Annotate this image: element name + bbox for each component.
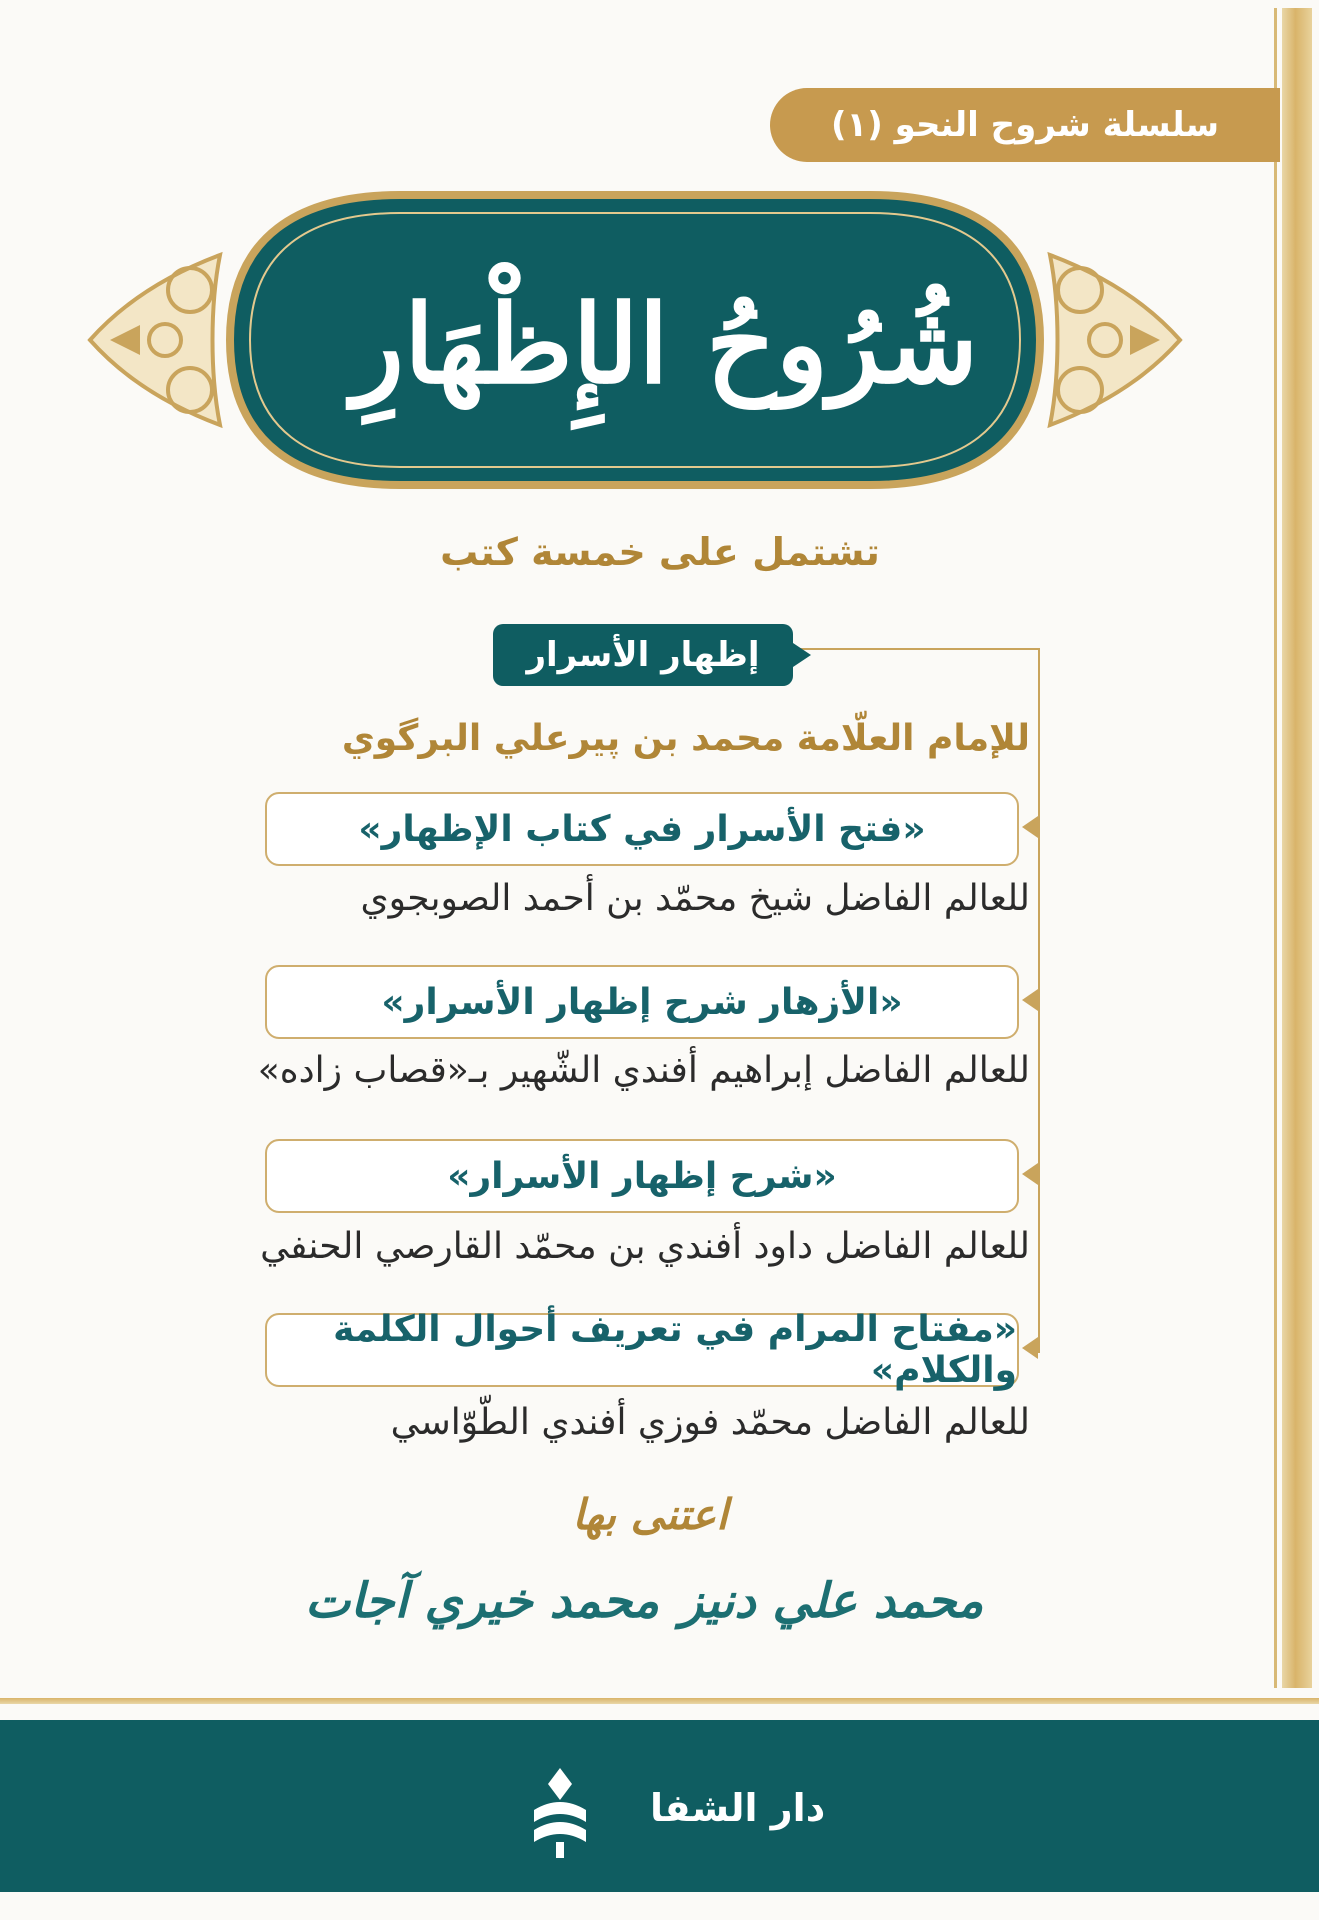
arrow-icon	[1022, 1337, 1038, 1359]
commentary-title: «مفتاح المرام في تعريف أحوال الكلمة والكلام»	[333, 1309, 1017, 1391]
gold-spine	[1282, 8, 1312, 1688]
left-ornament-icon	[90, 255, 220, 425]
editor-name: محمد خيري آجات	[305, 1573, 660, 1629]
arrow-icon	[1022, 1163, 1038, 1185]
series-tab	[770, 88, 1280, 162]
book-title: شُرُوحُ الإِظْهَارِ	[351, 282, 979, 408]
bracket-top-line	[795, 648, 1040, 650]
commentary-title-box	[265, 1139, 1019, 1213]
commentary-title: «فتح الأسرار في كتاب الإظهار»	[358, 808, 926, 850]
commentary-author: للعالم الفاضل شيخ محمّد بن أحمد الصوبجوي	[360, 878, 1030, 919]
footer-gold-rule	[0, 1698, 1319, 1704]
commentary-author: للعالم الفاضل إبراهيم أفندي الشّهير بـ«قصاب زاده»	[257, 1050, 1030, 1091]
commentary-title: «الأزهار شرح إظهار الأسرار»	[381, 981, 903, 1023]
main-book-pill	[493, 624, 793, 686]
editor-name: محمد علي دنيز	[680, 1573, 984, 1629]
commentary-title-box	[265, 792, 1019, 866]
main-book-title: إظهار الأسرار	[526, 635, 760, 675]
arrow-icon	[1022, 816, 1038, 838]
editors-heading: اعتنى بها	[572, 1490, 728, 1539]
commentary-author: للعالم الفاضل داود أفندي بن محمّد القارصي الحنفي	[260, 1226, 1030, 1267]
arrow-icon	[1022, 989, 1038, 1011]
right-ornament-icon	[1050, 255, 1180, 425]
bracket-vertical-line	[1038, 648, 1040, 1353]
spine-line	[1274, 8, 1277, 1688]
main-book-author: للإمام العلّامة محمد بن پيرعلي البرگوي	[341, 718, 1030, 759]
commentary-title-box	[265, 1309, 1019, 1391]
subtitle: تشتمل على خمسة كتب	[440, 530, 880, 574]
commentary-title: «شرح إظهار الأسرار»	[447, 1155, 837, 1197]
series-label: سلسلة شروح النحو (١)	[830, 105, 1220, 145]
commentary-title-box	[265, 965, 1019, 1039]
commentary-author: للعالم الفاضل محمّد فوزي أفندي الطّوّاسي	[390, 1402, 1030, 1443]
publisher-logo-icon	[520, 1760, 600, 1860]
publisher-name: دار الشفا	[650, 1786, 826, 1830]
